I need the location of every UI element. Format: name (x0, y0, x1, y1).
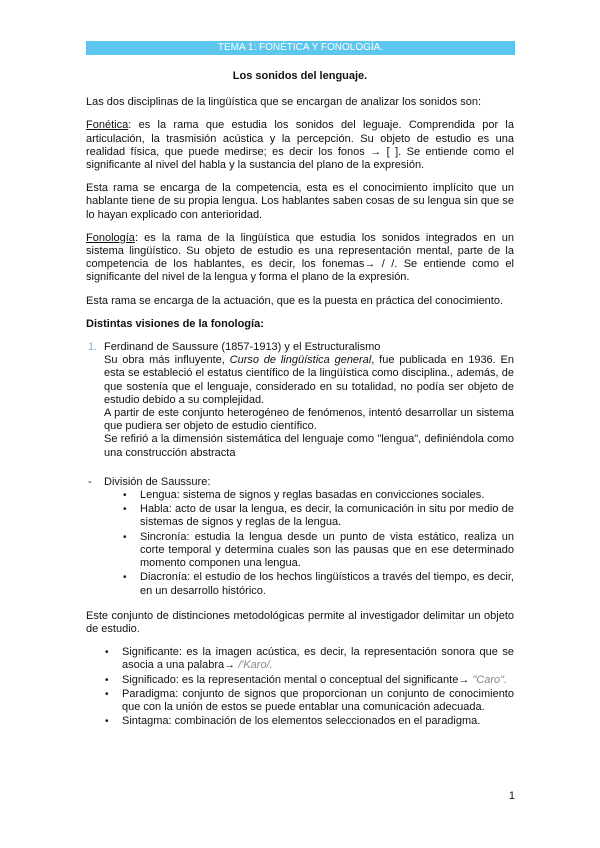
fonetica-paragraph (86, 119, 514, 172)
list-item (123, 489, 514, 502)
significado-example: "Caro". (472, 673, 508, 686)
paradigma-text: Paradigma: conjunto de signos que proporcionan un conjunto de conocimiento que con la unión de estos se puede entablar una comunicación adecuada. (122, 687, 514, 713)
bullet-marker: • (105, 688, 109, 700)
list-item-text: Habla: acto de usar la lengua, es decir, la comunicación in situ por medio de sistemas de signos y reglas de la lengua. (140, 503, 514, 529)
significado-text: Significado: es la representación mental o conceptual del significante→ (122, 673, 473, 686)
list-number: 1. (88, 341, 98, 354)
page-header (86, 41, 515, 55)
list-item (123, 503, 514, 529)
terms-list (86, 646, 514, 728)
list-item (105, 715, 514, 728)
competencia-paragraph: Esta rama se encarga de la competencia, esta es el conocimiento implícito que un hablante tiene de su propia lengua. Los hablantes saben cosas de su lengua sin que se lo hayan explicado con anterioridad. (86, 182, 514, 221)
document-title: Los sonidos del lenguaje. (232, 70, 368, 82)
saussure-paragraph-1 (104, 354, 514, 407)
book-title: Curso de lingüística general (229, 354, 372, 367)
significante-example: /'Karo/. (238, 659, 273, 672)
saussure-p1-start: Su obra más influyente, (104, 354, 230, 367)
list-item-text: Sincronía: estudia la lengua desde un punto de vista estático, realiza un corte temporal y determina cuales son las pausas que en ese determinado momento componen una lengua. (140, 530, 514, 570)
list-item (105, 673, 514, 687)
fonologia-paragraph (86, 232, 514, 285)
bullet-marker: • (123, 531, 127, 543)
bullet-marker: • (105, 716, 109, 728)
conjunto-paragraph: Este conjunto de distinciones metodológicas permite al investigador delimitar un objeto de estudio. (86, 609, 514, 635)
fonologia-text: : es la rama de la lingüística que estudia los sonidos integrados en un sistema lingüístico. Su objeto de estudio es una representación mental, parte de la competencia de los hablantes, es decir, los fonemas→ / /. Se entiende como el significante del nivel de la lengua y forma el plano de la expresión. (86, 231, 514, 284)
header-title: TEMA 1: FONÉTICA Y FONOLOGÍA. (217, 42, 384, 53)
list-item (123, 571, 514, 597)
list-item (105, 646, 514, 672)
bullet-marker: • (105, 674, 109, 686)
saussure-heading (88, 341, 514, 354)
actuacion-paragraph: Esta rama se encarga de la actuación, que es la puesta en práctica del conocimiento. (86, 294, 504, 307)
saussure-paragraph-3: Se refirió a la dimensión sistemática del lenguaje como "lengua", definiéndola como una construcción abstracta (104, 433, 514, 459)
fonetica-term: Fonética (86, 119, 129, 132)
page-number: 1 (508, 790, 515, 802)
fonologia-term: Fonología (86, 231, 135, 244)
list-item (123, 530, 514, 571)
saussure-item (86, 341, 514, 460)
list-item (105, 687, 514, 714)
section-title: Distintas visiones de la fonología: (86, 317, 264, 330)
bullet-marker: • (123, 572, 127, 584)
intro-paragraph: Las dos disciplinas de la lingüística que se encargan de analizar los sonidos son: (86, 96, 482, 109)
fonetica-text: : es la rama que estudia los sonidos del leguaje. Comprendida por la articulación, la trasmisión acústica y la percepción. Su objeto de estudio es una realidad física, que puede medirse; es decir los fonos → [ ]. Se entiende como el significante al nivel del habla y la sustancia del plano de la expresión. (86, 119, 514, 172)
saussure-paragraph-2: A partir de este conjunto heterogéneo de fenómenos, intentó desarrollar un sistema que pudiera ser objeto de estudio científico. (104, 407, 514, 433)
bullet-marker: • (123, 490, 127, 502)
sintagma-text: Sintagma: combinación de los elementos seleccionados en el paradigma. (122, 715, 481, 728)
list-item-text: Diacronía: el estudio de los hechos lingüísticos a través del tiempo, es decir, en un desarrollo histórico. (140, 571, 514, 597)
division-heading-text: División de Saussure: (104, 475, 211, 488)
significante-text: Significante: es la imagen acústica, es decir, la representación sonora que se asocia a una palabra→ (122, 646, 514, 672)
division-block (88, 475, 514, 598)
dash-marker: - (88, 475, 92, 488)
document-body (86, 70, 514, 729)
saussure-heading-text: Ferdinand de Saussure (1857-1913) y el Estructuralismo (104, 341, 381, 354)
bullet-marker: • (123, 504, 127, 516)
bullet-marker: • (105, 647, 109, 659)
division-list (104, 489, 514, 598)
saussure-p1-end: , fue publicada en 1936. En esta se estableció el estatus científico de la lingüística como disciplina., además, de que sostenía que el lenguaje, considerado en su totalidad, no podía ser objeto de estudio debido a su complejidad. (104, 354, 514, 406)
list-item-text: Lengua: sistema de signos y reglas basadas en convicciones sociales. (140, 489, 485, 502)
division-heading (88, 475, 514, 489)
